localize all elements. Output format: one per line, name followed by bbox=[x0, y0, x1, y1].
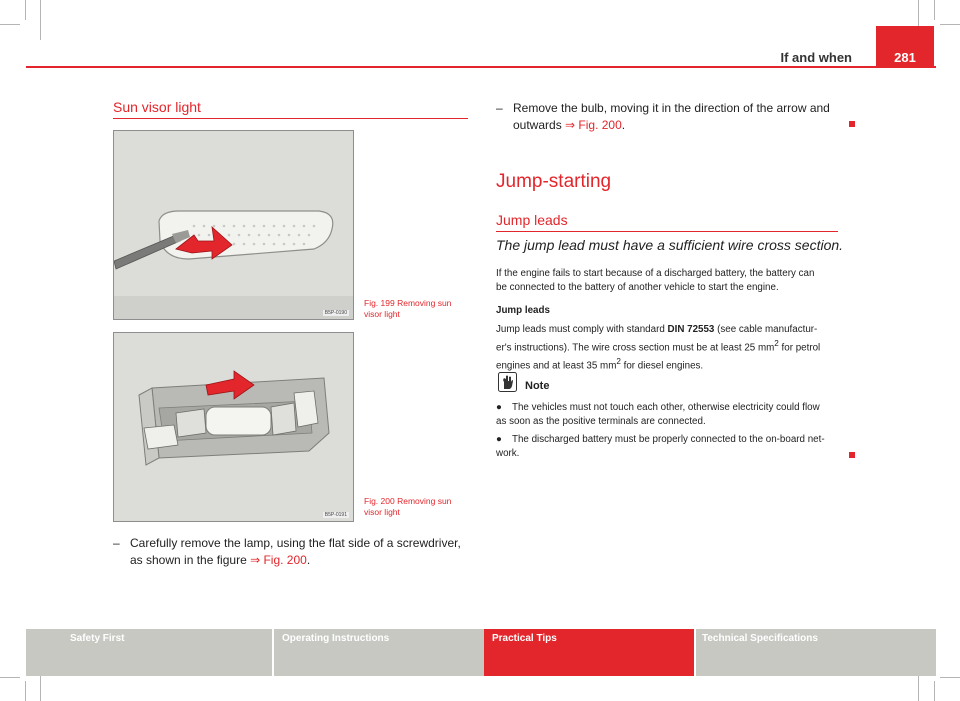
paragraph-intro bbox=[496, 267, 852, 295]
figure-caption-line: visor light bbox=[364, 507, 400, 517]
paragraph-line: If the engine fails to start because of a discharged battery, the battery can bbox=[496, 268, 815, 279]
jump-leads-label: Jump leads bbox=[496, 305, 550, 316]
crop-mark bbox=[25, 0, 26, 20]
header-rule bbox=[26, 66, 936, 68]
section-rule bbox=[113, 118, 468, 119]
crop-mark bbox=[25, 681, 26, 701]
step-text: outwards bbox=[513, 118, 566, 132]
step-line bbox=[113, 552, 473, 569]
crop-mark bbox=[940, 24, 960, 25]
bullet-line: The vehicles must not touch each other, otherwise electricity could flow bbox=[512, 402, 820, 413]
figure-caption-line: Fig. 199 Removing sun bbox=[364, 298, 452, 308]
section-title: Sun visor light bbox=[113, 99, 201, 115]
subsection-heading: Jump leads bbox=[496, 212, 568, 228]
step-remove-bulb bbox=[496, 100, 846, 134]
step-remove-lamp bbox=[113, 535, 473, 569]
sun-visor-light-illustration bbox=[114, 131, 354, 320]
paragraph-line: Jump leads must comply with standard DIN 72553 (see cable manufactur- bbox=[496, 324, 818, 335]
bullet-line: The discharged battery must be properly connected to the on-board net- bbox=[512, 434, 825, 445]
step-dash: – bbox=[113, 536, 120, 550]
section-end-mark bbox=[849, 121, 855, 127]
footer-tab-practical-tips[interactable]: Practical Tips bbox=[484, 629, 694, 676]
figure-reference-link[interactable]: ⇒ Fig. 200 bbox=[565, 118, 622, 132]
figure-code: B5P-0190 bbox=[324, 310, 347, 316]
paragraph-requirements bbox=[496, 323, 852, 374]
figure-200-image bbox=[113, 332, 354, 522]
chapter-heading: Jump-starting bbox=[496, 171, 612, 192]
crop-mark bbox=[40, 0, 41, 40]
figure-199-caption bbox=[364, 298, 468, 320]
figure-caption-line: visor light bbox=[364, 309, 400, 319]
figure-caption-line: Fig. 200 Removing sun bbox=[364, 496, 452, 506]
bullet-symbol: ● bbox=[496, 402, 502, 413]
step-line bbox=[496, 117, 846, 134]
step-line: Remove the bulb, moving it in the direction of the arrow and bbox=[513, 101, 830, 115]
footer-tab-safety-first[interactable]: Safety First bbox=[70, 633, 125, 644]
standard-number: DIN 72553 bbox=[667, 324, 715, 335]
bullet-symbol: ● bbox=[496, 434, 502, 445]
page-number: 281 bbox=[894, 50, 916, 65]
bullet-line: work. bbox=[496, 448, 520, 459]
step-dash: – bbox=[496, 101, 503, 115]
note-hand-icon bbox=[498, 372, 517, 392]
step-line: Carefully remove the lamp, using the flat side of a screwdriver, bbox=[130, 536, 461, 550]
bullet-line: as soon as the positive terminals are connected. bbox=[496, 416, 706, 427]
figure-199-image bbox=[113, 130, 354, 320]
intro-text: The jump lead must have a sufficient wire cross section. bbox=[496, 237, 844, 253]
subsection-rule bbox=[496, 231, 838, 232]
step-text-end: . bbox=[621, 118, 626, 132]
footer-tab-technical-specifications[interactable]: Technical Specifications bbox=[702, 633, 818, 644]
step-text-end: . bbox=[306, 553, 311, 567]
figure-reference-link[interactable]: ⇒ Fig. 200 bbox=[250, 553, 307, 567]
header-section-title: If and when bbox=[780, 50, 852, 65]
figure-code: B5P-0191 bbox=[324, 512, 347, 518]
footer-tab-operating-instructions[interactable]: Operating Instructions bbox=[282, 633, 390, 644]
crop-mark bbox=[0, 677, 20, 678]
crop-mark bbox=[0, 24, 20, 25]
crop-mark bbox=[940, 677, 960, 678]
note-bullet-item bbox=[496, 433, 852, 461]
paragraph-line: er's instructions). The wire cross section must be at least 25 $mm^2$ for petrol bbox=[496, 339, 821, 354]
step-text: as shown in the figure bbox=[130, 553, 251, 567]
crop-mark bbox=[934, 0, 935, 20]
figure-200-caption bbox=[364, 496, 468, 518]
paragraph-line: be connected to the battery of another vehicle to start the engine. bbox=[496, 282, 779, 293]
note-bullet-item bbox=[496, 401, 852, 429]
note-label: Note bbox=[525, 380, 550, 392]
section-end-mark bbox=[849, 452, 855, 458]
crop-mark bbox=[934, 681, 935, 701]
paragraph-line: engines and at least 35 $mm^2$ for diesel engines. bbox=[496, 357, 704, 372]
lamp-bulb-illustration bbox=[114, 333, 354, 522]
